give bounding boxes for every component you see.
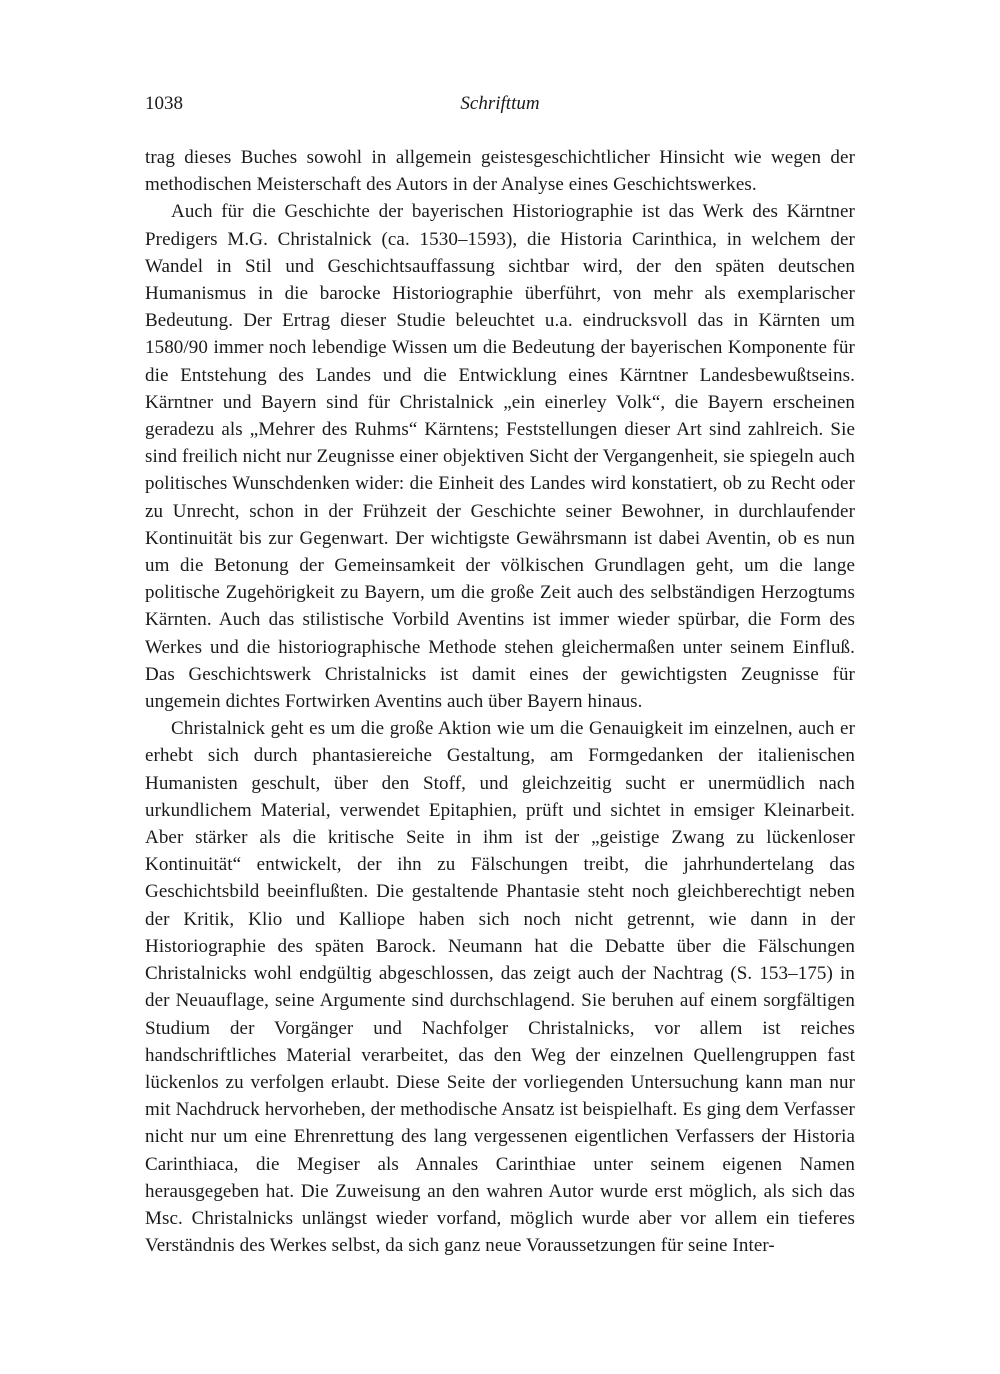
page-number: 1038 — [145, 93, 183, 114]
paragraph-continuation: trag dieses Buches sowohl in allgemein geistesgeschichtlicher Hinsicht wie wegen der methodischen Meisterschaft des Autors in der Analyse eines Geschichtswerkes. — [145, 147, 855, 196]
paragraph: Auch für die Geschichte der bayerischen Historiographie ist das Werk des Kärntner Predigers M.G. Christalnick (ca. 1530–1593), die Historia Carinthica, in welchem der Wandel in Stil und Geschichtsauffassung sichtbar wird, der den späten deutschen Humanismus in die barocke Historiographie überführt, von mehr als exemplarischer Bedeutung. Der Ertrag dieser Studie beleuchtet u.a. eindrucksvoll das in Kärnten um 1580/90 immer noch lebendige Wissen um die Bedeutung der bayerischen Komponente für die Entstehung des Landes und die Entwicklung eines Kärntner Landesbewußtseins. Kärntner und Bayern sind für Christalnick „ein einerley Volk“, die Bayern erscheinen geradezu als „Mehrer des Ruhms“ Kärntens; Feststellungen dieser Art sind zahlreich. Sie sind freilich nicht nur Zeugnisse einer objektiven Sicht der Vergangenheit, sie spiegeln auch politisches Wunschdenken wider: die Einheit des Landes wird konstatiert, ob zu Recht oder zu Unrecht, schon in der Frühzeit der Geschichte seiner Bewohner, in durchlaufender Kontinuität bis zur Gegenwart. Der wichtigste Gewährsmann ist dabei Aventin, ob es nun um die Betonung der Gemeinsamkeit der völkischen Grundlagen geht, um die lange politische Zugehörigkeit zu Bayern, um die große Zeit auch des selbständigen Herzogtums Kärnten. Auch das stilistische Vorbild Aventins ist immer wieder spürbar, die Form des Werkes und die historiographische Methode stehen gleichermaßen unter seinem Einfluß. Das Geschichtswerk Christalnicks ist damit eines der gewichtigsten Zeugnisse für ungemein dichtes Fortwirken Aventins auch über Bayern hinaus. — [145, 201, 855, 713]
page-header — [145, 93, 855, 119]
running-title: Schrifttum — [460, 93, 540, 114]
paragraph: Christalnick geht es um die große Aktion wie um die Genauigkeit im einzelnen, auch er erhebt sich durch phantasiereiche Gestaltung, am Formgedanken der italienischen Humanisten geschult, über den Stoff, und gleichzeitig sucht er unermüdlich nach urkundlichem Material, verwendet Epitaphien, prüft und sichtet in emsiger Kleinarbeit. Aber stärker als die kritische Seite in ihm ist der „geistige Zwang zu lückenloser Kontinuität“ entwickelt, der ihn zu Fälschungen treibt, die jahrhundertelang das Geschichtsbild beeinflußten. Die gestaltende Phantasie steht noch gleichberechtigt neben der Kritik, Klio und Kalliope haben sich noch nicht getrennt, wie dann in der Historiographie des späten Barock. Neumann hat die Debatte über die Fälschungen Christalnicks wohl endgültig abgeschlossen, das zeigt auch der Nachtrag (S. 153–175) in der Neuauflage, seine Argumente sind durchschlagend. Sie beruhen auf einem sorgfältigen Studium der Vorgänger und Nachfolger Christalnicks, vor allem ist reiches handschriftliches Material verarbeitet, das den Weg der einzelnen Quellengruppen fast lückenlos zu verfolgen erlaubt. Diese Seite der vorliegenden Untersuchung kann man nur mit Nachdruck hervorheben, der methodische Ansatz ist beispielhaft. Es ging dem Verfasser nicht nur um eine Ehrenrettung des lang vergessenen eigentlichen Verfassers der Historia Carinthiaca, die Megiser als Annales Carinthiae unter seinem eigenen Namen herausgegeben hat. Die Zuweisung an den wahren Autor wurde erst möglich, als sich das Msc. Christalnicks unlängst wieder vorfand, möglich wurde aber vor allem ein tieferes Verständnis des Werkes selbst, da sich ganz neue Voraussetzungen für seine Inter- — [145, 718, 855, 1257]
body-text — [145, 144, 855, 1259]
